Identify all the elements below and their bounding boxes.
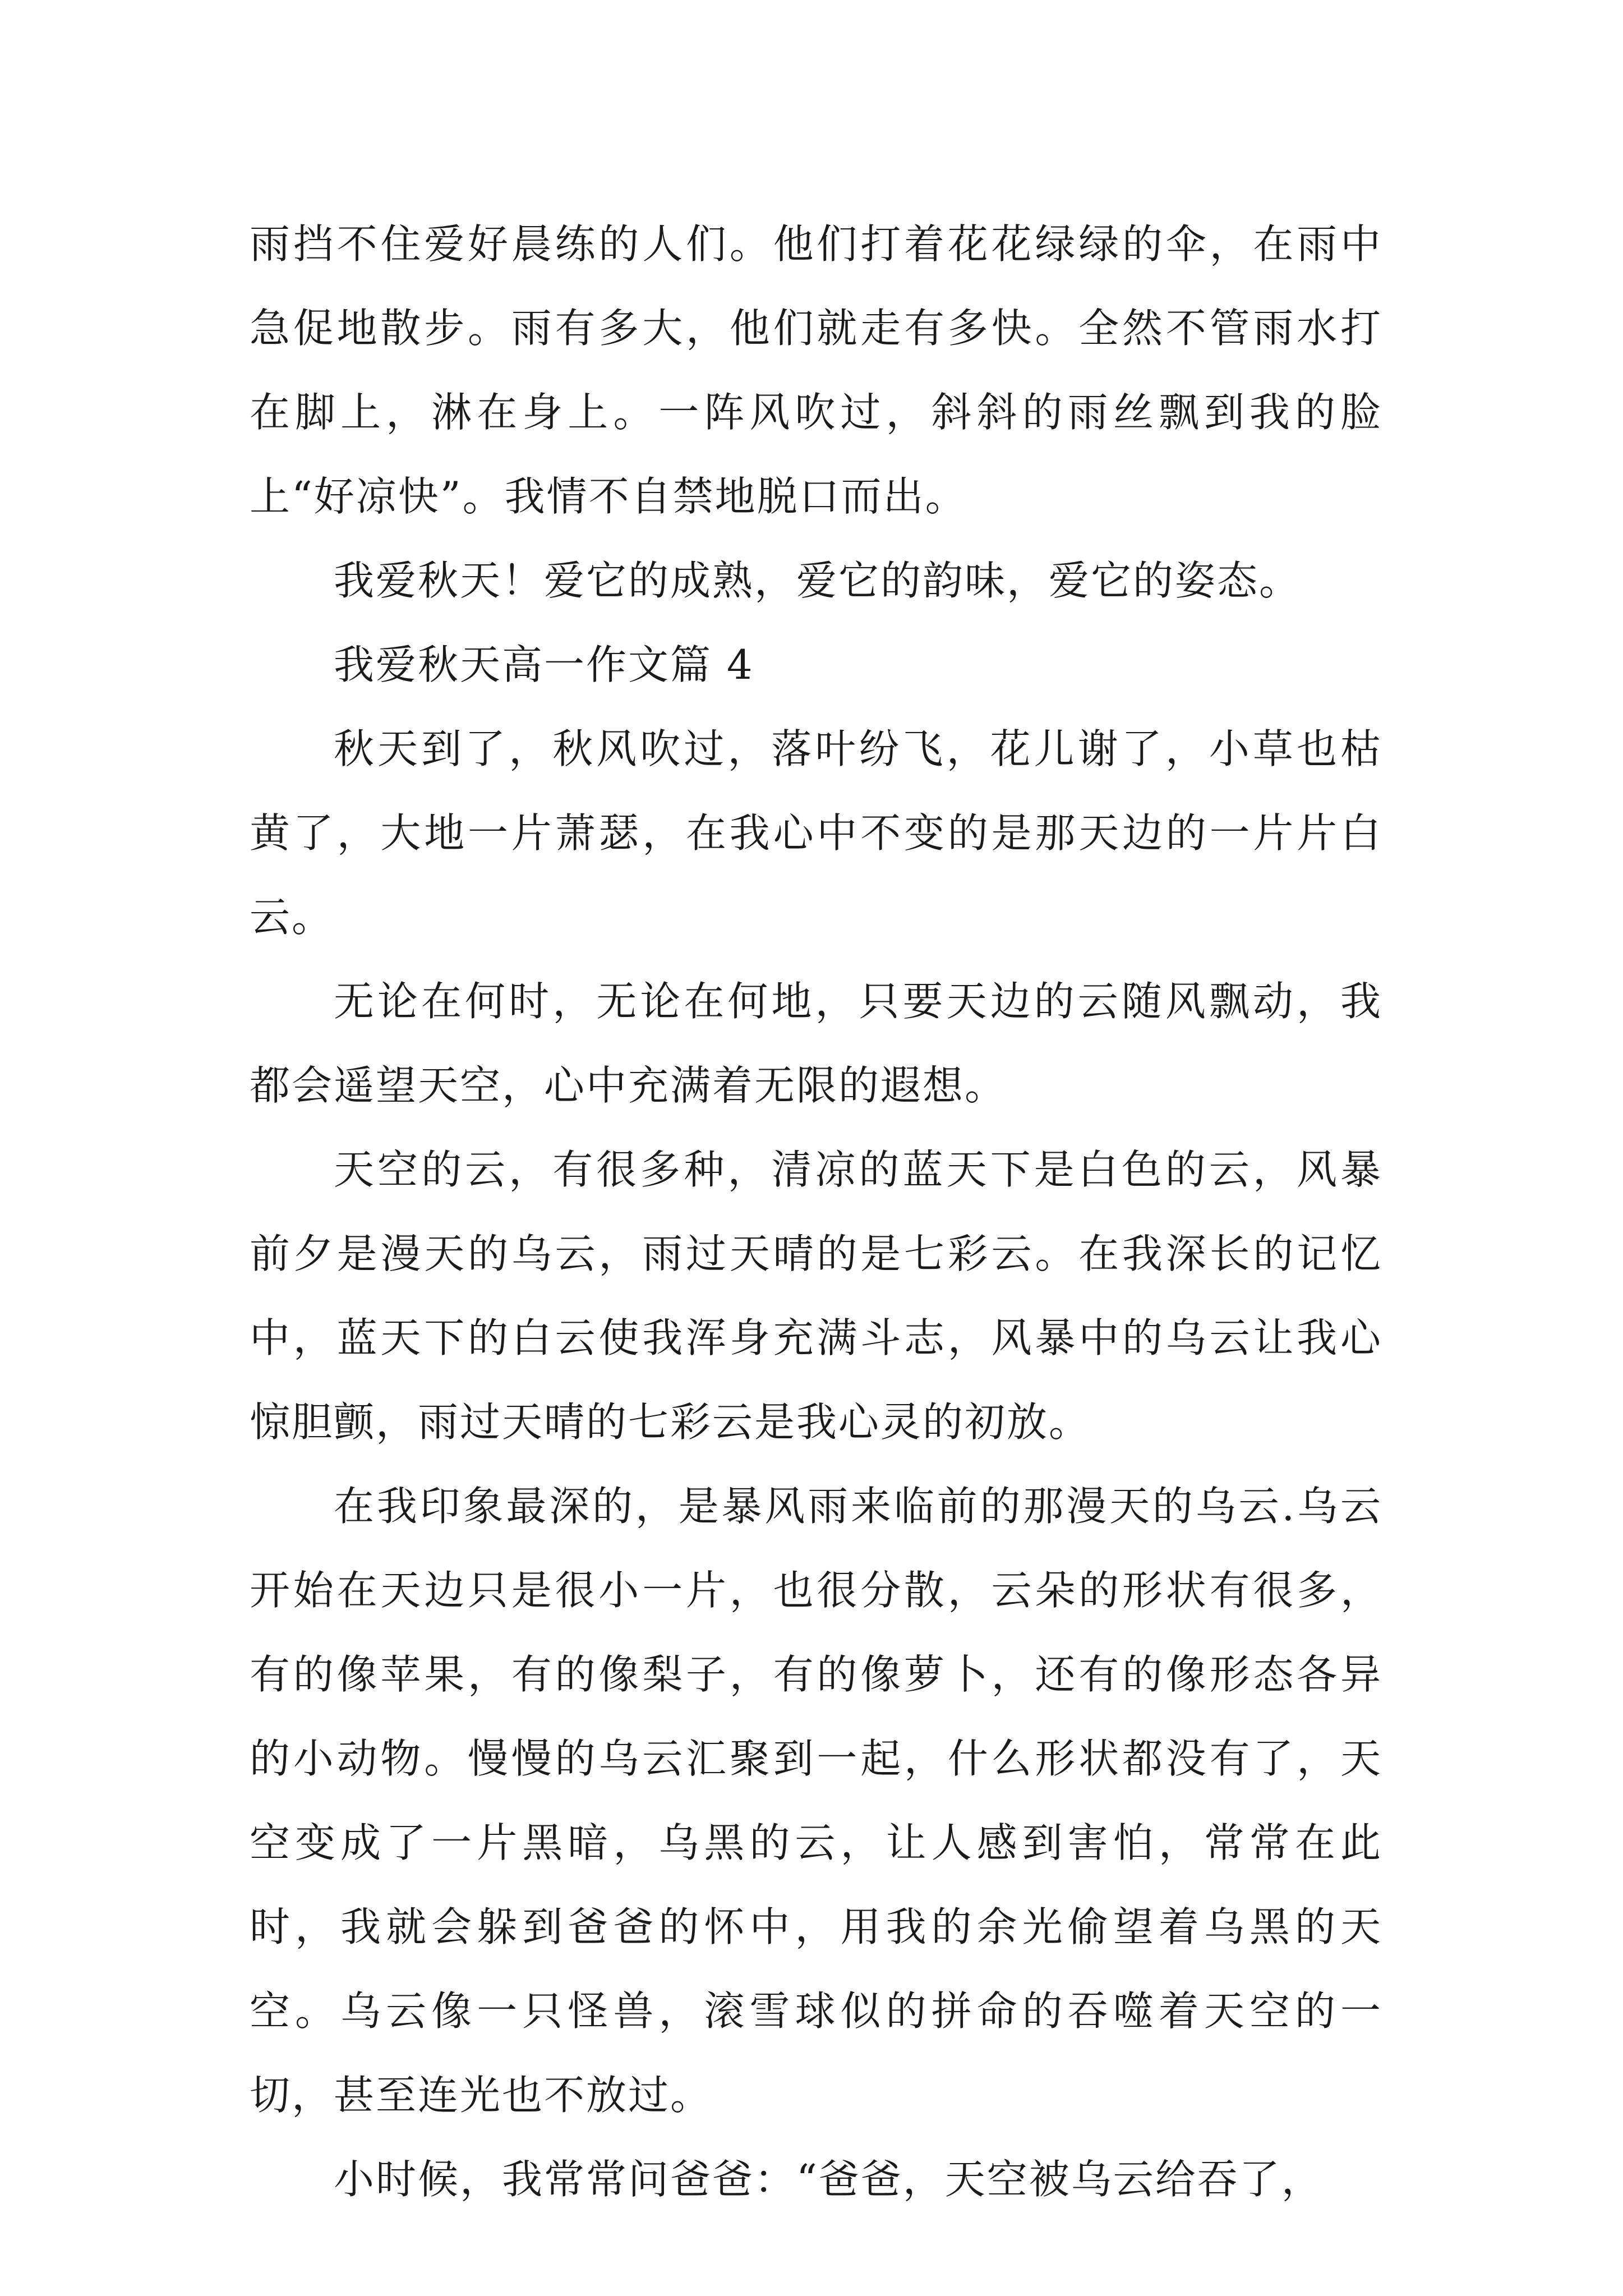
document-body — [250, 202, 1382, 2221]
paragraph-6: 天空的云，有很多种，清凉的蓝天下是白色的云，风暴前夕是漫天的乌云，雨过天晴的是七彩云。在我深长的记忆中，蓝天下的白云使我浑身充满斗志，风暴中的乌云让我心惊胆颤，雨过天晴的七彩云是我心灵的初放。 — [250, 1146, 1382, 1446]
paragraph-4: 秋天到了，秋风吹过，落叶纷飞，花儿谢了，小草也枯黄了，大地一片萧瑟，在我心中不变的是那天边的一片片白云。 — [250, 725, 1382, 941]
paragraph-5: 无论在何时，无论在何地，只要天边的云随风飘动，我都会遥望天空，心中充满着无限的遐想。 — [250, 978, 1382, 1109]
paragraph-2: 我爱秋天！爱它的成熟，爱它的韵味，爱它的姿态。 — [334, 557, 1302, 604]
paragraph-8: 小时候，我常常问爸爸：“爸爸，天空被乌云给吞了， — [334, 2156, 1324, 2203]
paragraph-7: 在我印象最深的，是暴风雨来临前的那漫天的乌云.乌云开始在天边只是很小一片，也很分散，云朵的形状有很多，有的像苹果，有的像梨子，有的像萝卜，还有的像形态各异的小动物。慢慢的乌云汇聚到一起，什么形状都没有了，天空变成了一片黑暗，乌黑的云，让人感到害怕，常常在此时，我就会躲到爸爸的怀中，用我的余光偷望着乌黑的天空。乌云像一只怪兽，滚雪球似的拼命的吞噬着天空的一切，甚至连光也不放过。 — [250, 1483, 1382, 2119]
paragraph-1: 雨挡不住爱好晨练的人们。他们打着花花绿绿的伞，在雨中急促地散步。雨有多大，他们就走有多快。全然不管雨水打在脚上，淋在身上。一阵风吹过，斜斜的雨丝飘到我的脸上“好凉快”。我情不自禁地脱口而出。 — [250, 220, 1382, 520]
section-heading: 我爱秋天高一作文篇 4 — [334, 641, 754, 688]
